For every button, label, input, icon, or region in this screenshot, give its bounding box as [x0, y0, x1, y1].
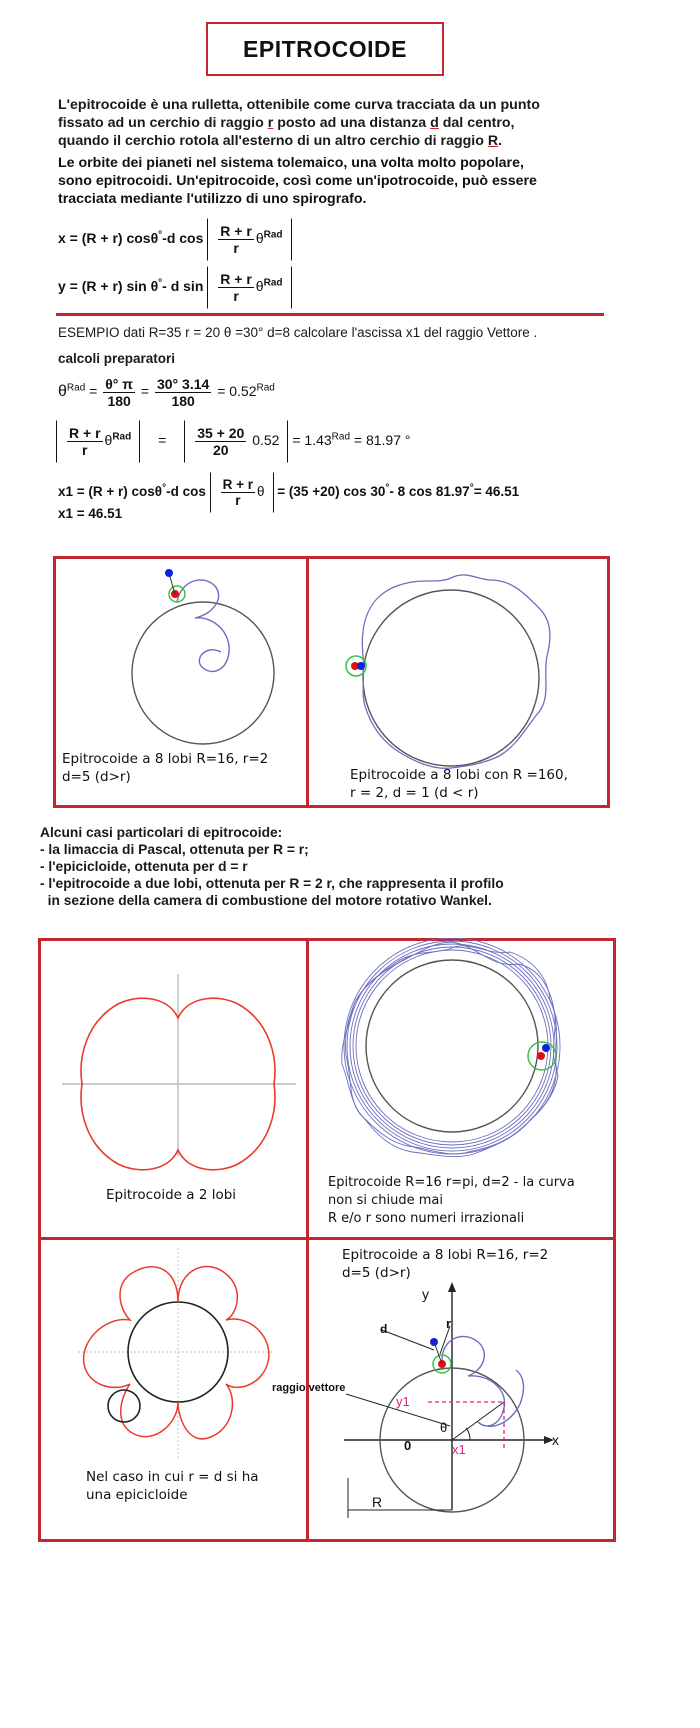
x1-result: x1 = 46.51 — [58, 506, 123, 521]
blue-dot — [542, 1044, 550, 1052]
divider — [56, 313, 604, 316]
label-theta: θ — [440, 1420, 448, 1435]
leader-d — [382, 1330, 434, 1350]
panel2-tr-caption: Epitrocoide R=16 r=pi, d=2 - la curva non si chiude mai R e/o r sono numeri irrazionali — [328, 1175, 575, 1226]
intro-line: quando il cerchio rotola all'esterno di un altro cerchio di raggio R. — [58, 133, 503, 149]
cases-line: Alcuni casi particolari di epitrocoide: — [40, 825, 283, 840]
cases-line: - l'epicicloide, ottenuta per d = r — [40, 859, 248, 874]
panel2-drawing — [38, 938, 616, 1542]
base-circle — [132, 602, 274, 744]
blue-dot — [357, 662, 365, 670]
panel1-right-caption: Epitrocoide a 8 lobi con R =160, r = 2, d = 1 (d < r) — [350, 767, 568, 801]
axis-y-arrow — [448, 1282, 456, 1292]
panel2-tl-caption: Epitrocoide a 2 lobi — [106, 1187, 237, 1203]
special-cases — [40, 824, 504, 909]
cases-line: in sezione della camera di combustione del motore rotativo Wankel. — [40, 893, 492, 908]
label-raggio-vettore: raggio vettore — [272, 1382, 346, 1394]
label-y: y — [422, 1286, 429, 1302]
red-dot — [537, 1052, 545, 1060]
label-R: R — [372, 1494, 383, 1510]
radius-vector — [452, 1402, 504, 1440]
label-origin: 0 — [404, 1438, 412, 1453]
base-circle — [366, 960, 538, 1132]
intro-line: L'epitrocoide è una rulletta, ottenibile come curva tracciata da un punto — [58, 97, 540, 113]
title-box — [206, 22, 444, 76]
intro-line: fissato ad un cerchio di raggio r posto ad una distanza d dal centro, — [58, 115, 515, 131]
panel2-bl-caption: Nel caso in cui r = d si ha una epicicloide — [86, 1469, 259, 1503]
label-x: x — [552, 1432, 559, 1448]
intro-paragraph — [58, 96, 618, 150]
label-d: d — [380, 1322, 388, 1336]
page-title: EPITROCOIDE — [243, 35, 407, 62]
label-r: r — [446, 1316, 452, 1331]
cases-line: - la limaccia di Pascal, ottenuta per R = r; — [40, 842, 309, 857]
base-circle — [363, 590, 539, 766]
planets-line: Le orbite dei pianeti nel sistema tolemaico, una volta molto popolare, — [58, 155, 524, 171]
panel2-br-caption: Epitrocoide a 8 lobi R=16, r=2 d=5 (d>r) — [342, 1247, 549, 1281]
formula-x: x = (R + r) cosθ°-d cos $\frac{R + r}{r}$ $\theta^{Rad}$ — [58, 218, 292, 261]
irrational-curve-bundle — [342, 938, 560, 1157]
epitrochoid-curve — [362, 575, 550, 768]
prep-heading: calcoli preparatori — [58, 351, 176, 366]
calc-x1: x1 = (R + r) cosθ°-d cos $\frac{R + r}{r}$ θ = (35 +20) cos 30°- 8 cos 81.97°= 46.51 — [58, 472, 519, 513]
cases-line: - l'epitrocoide a due lobi, ottenuta per R = 2 r, che rappresenta il profilo — [40, 876, 504, 891]
planets-line: tracciata mediante l'utilizzo di uno spirografo. — [58, 191, 367, 207]
label-y1: y1 — [396, 1394, 410, 1409]
panel1-left-caption: Epitrocoide a 8 lobi R=16, r=2 d=5 (d>r) — [62, 751, 269, 785]
planets-line: sono epitrocoidi. Un'epitrocoide, così come un'ipotrocoide, può essere — [58, 173, 537, 189]
calc-theta-rad: $\theta^{Rad}$ = $\frac{\theta^\circ \pi}{180}$ = $\frac{30^\circ 3.14}{180}$ = $0.52^{Rad}$ — [58, 376, 275, 409]
formula-y: y = (R + r) sin θ°- d sin $\frac{R + r}{r}$ $\theta^{Rad}$ — [58, 266, 292, 309]
epicycloid-curve — [84, 1267, 269, 1439]
planets-paragraph — [58, 154, 618, 208]
example-heading: ESEMPIO dati R=35 r = 20 θ =30° d=8 calcolare l'ascissa x1 del raggio Vettore . — [58, 325, 538, 340]
label-x1: x1 — [452, 1442, 466, 1457]
epitrochoid-curve — [442, 1336, 523, 1426]
calc-ratio: $\frac{R + r}{r}$ $\theta^{Rad}$ = $\frac{35 + 20}{20}$ $0.52 = 1.43^{Rad} = 81.97$ ° — [56, 420, 411, 463]
